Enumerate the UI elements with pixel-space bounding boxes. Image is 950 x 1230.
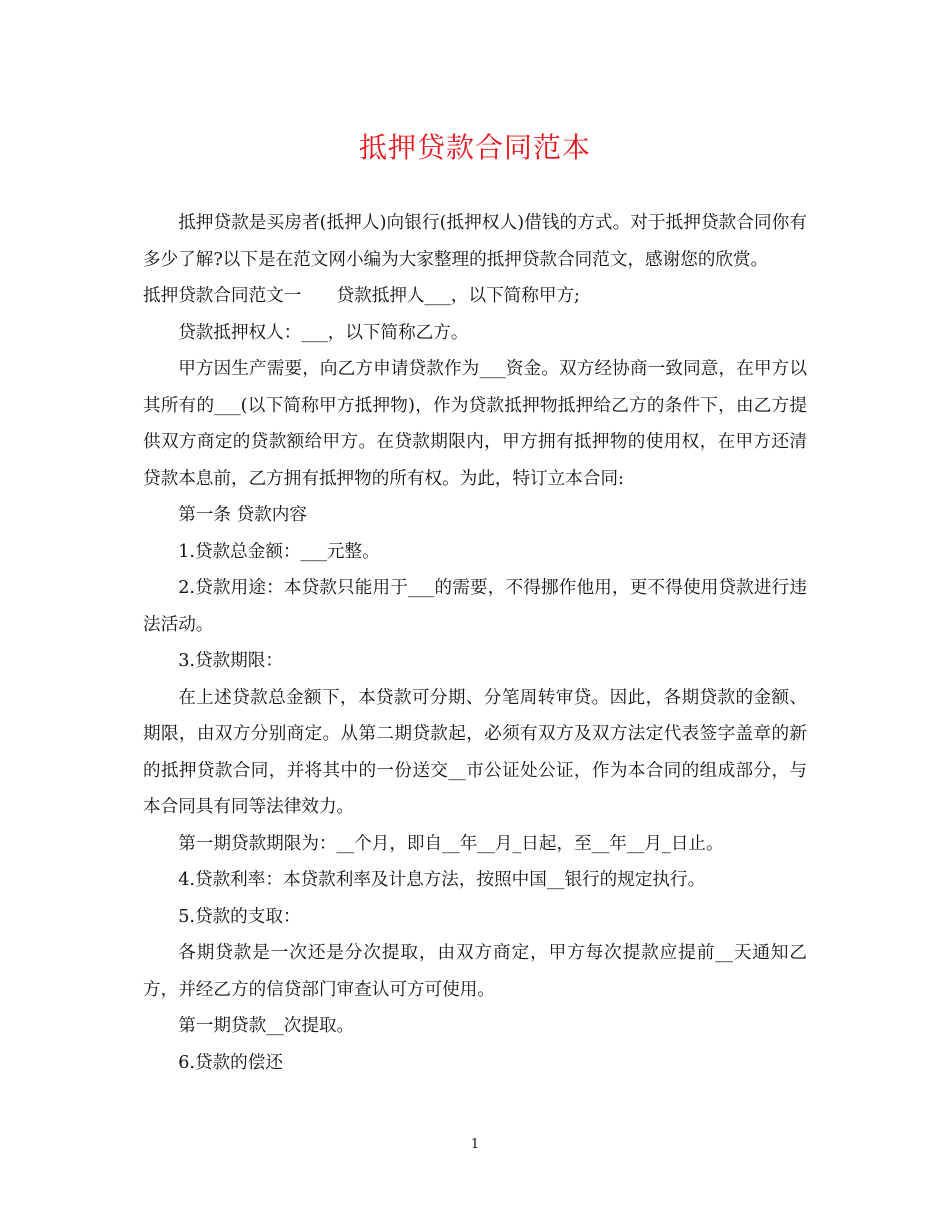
clause-loan-term: 3.贷款期限： xyxy=(178,651,283,671)
document-title: 抵押贷款合同范本 xyxy=(358,131,591,164)
document-body xyxy=(143,205,807,1081)
clause-repayment: 6.贷款的偿还 xyxy=(178,1052,283,1073)
clause-loan-purpose: 2.贷款用途：本贷款只能用于___的需要，不得挪作他用，更不得使用贷款进行违法活动。 xyxy=(143,578,807,635)
mortgagee-line: 贷款抵押权人：___，以下简称乙方。 xyxy=(178,322,469,343)
page-number: 1 xyxy=(470,1137,480,1152)
intro-paragraph: 抵押贷款是买房者(抵押人)向银行(抵押权人)借钱的方式。对于抵押贷款合同你有多少了解?以下是在范文网小编为大家整理的抵押贷款合同范文，感谢您的欣赏。 xyxy=(143,213,807,270)
withdrawal-paragraph: 各期贷款是一次还是分次提取，由双方商定，甲方每次提款应提前__天通知乙方，并经乙方的信贷部门审查认可方可使用。 xyxy=(143,943,807,1000)
preamble-paragraph: 甲方因生产需要，向乙方申请贷款作为___资金。双方经协商一致同意，在甲方以其所有的___(以下简称甲方抵押物)，作为贷款抵押物抵押给乙方的条件下，由乙方提供双方商定的贷款额给甲方。在贷款期限内，甲方拥有抵押物的使用权，在甲方还清贷款本息前，乙方拥有抵押物的所有权。为此，特订立本合同: xyxy=(143,359,807,489)
contract-heading-line: 抵押贷款合同范文一 贷款抵押人___，以下简称甲方; xyxy=(143,286,580,306)
loan-term-paragraph: 在上述贷款总金额下，本贷款可分期、分笔周转审贷。因此，各期贷款的金额、期限，由双方分别商定。从第二期贷款起，必须有双方及双方法定代表签字盖章的新的抵押贷款合同，并将其中的一份送交__市公证处公证，作为本合同的组成部分，与本合同具有同等法律效力。 xyxy=(143,687,807,817)
clause-total-amount: 1.贷款总金额：___元整。 xyxy=(178,541,380,562)
first-period-withdrawal: 第一期贷款__次提取。 xyxy=(178,1016,355,1036)
clause-withdrawal: 5.贷款的支取： xyxy=(178,906,301,927)
first-period-term: 第一期贷款期限为：__个月，即自__年__月_日起，至__年__月_日止。 xyxy=(178,833,724,854)
clause-interest-rate: 4.贷款利率：本贷款利率及计息方法，按照中国__银行的规定执行。 xyxy=(178,870,706,890)
article-one-heading: 第一条 贷款内容 xyxy=(178,505,307,525)
